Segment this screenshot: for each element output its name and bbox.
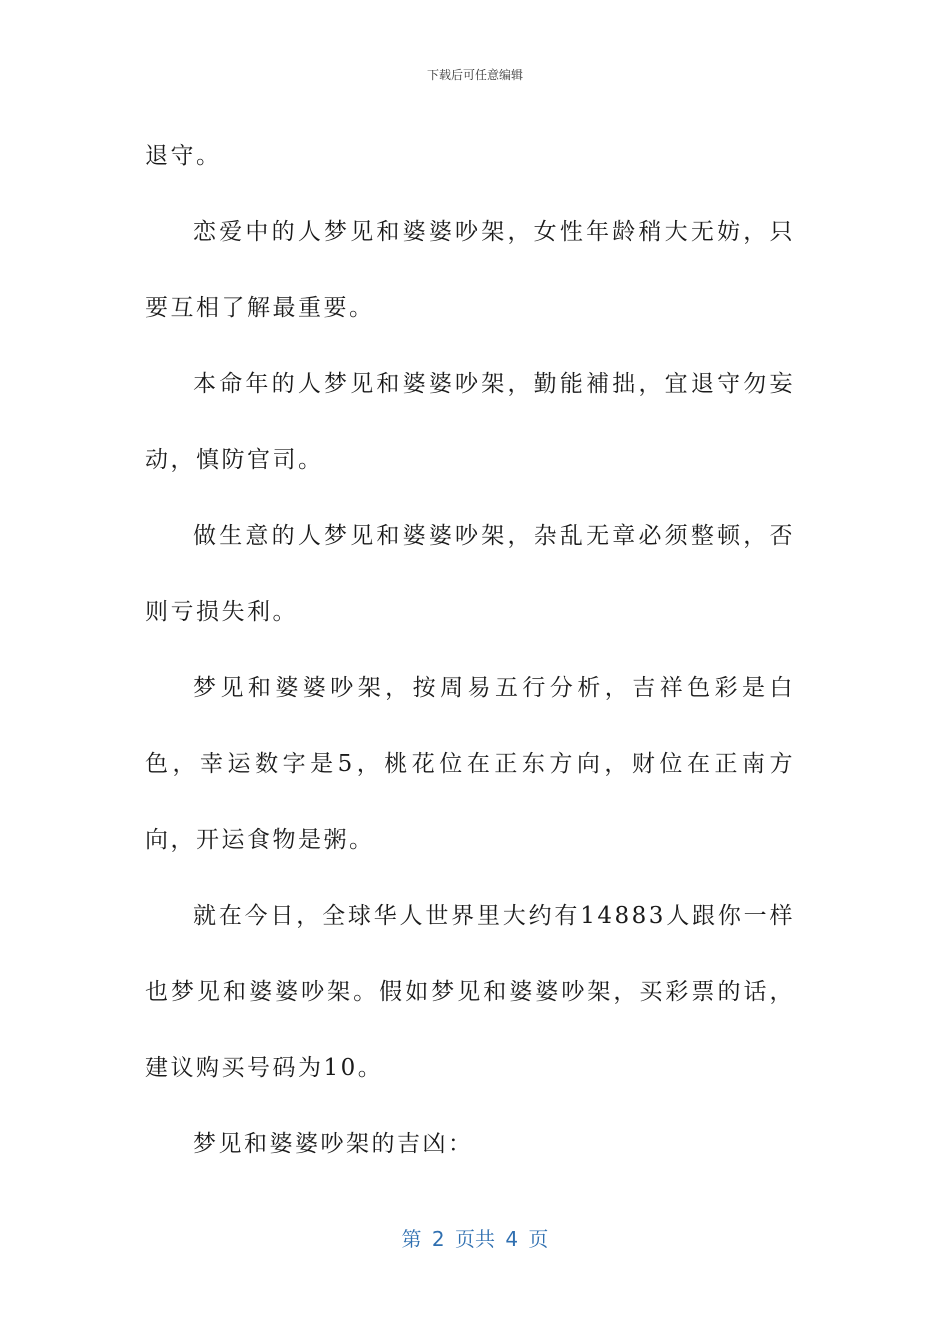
paragraph-continuation: 退守。 (145, 143, 222, 169)
paragraph-birth-year: 本命年的人梦见和婆婆吵架，勤能補拙，宜退守勿妄动，慎防官司。 (145, 371, 795, 473)
paragraph-business: 做生意的人梦见和婆婆吵架，杂乱无章必须整顿，否则亏损失利。 (145, 523, 795, 625)
paragraph-love: 恋爱中的人梦见和婆婆吵架，女性年龄稍大无妨，只要互相了解最重要。 (145, 219, 795, 321)
paragraph-five-elements: 梦见和婆婆吵架，按周易五行分析，吉祥色彩是白色，幸运数字是5，桃花位在正东方向，财位在正南方向，开运食物是粥。 (145, 675, 795, 853)
page-header: 下载后可任意编辑 (426, 68, 523, 82)
paragraph-today: 就在今日，全球华人世界里大约有14883人跟你一样也梦见和婆婆吵架。假如梦见和婆婆吵架，买彩票的话，建议购买号码为10。 (145, 903, 795, 1081)
paragraph-fortune-heading: 梦见和婆婆吵架的吉凶： (193, 1131, 474, 1157)
page-number-footer: 第 2 页共 4 页 (401, 1227, 549, 1251)
document-body (145, 118, 795, 1182)
